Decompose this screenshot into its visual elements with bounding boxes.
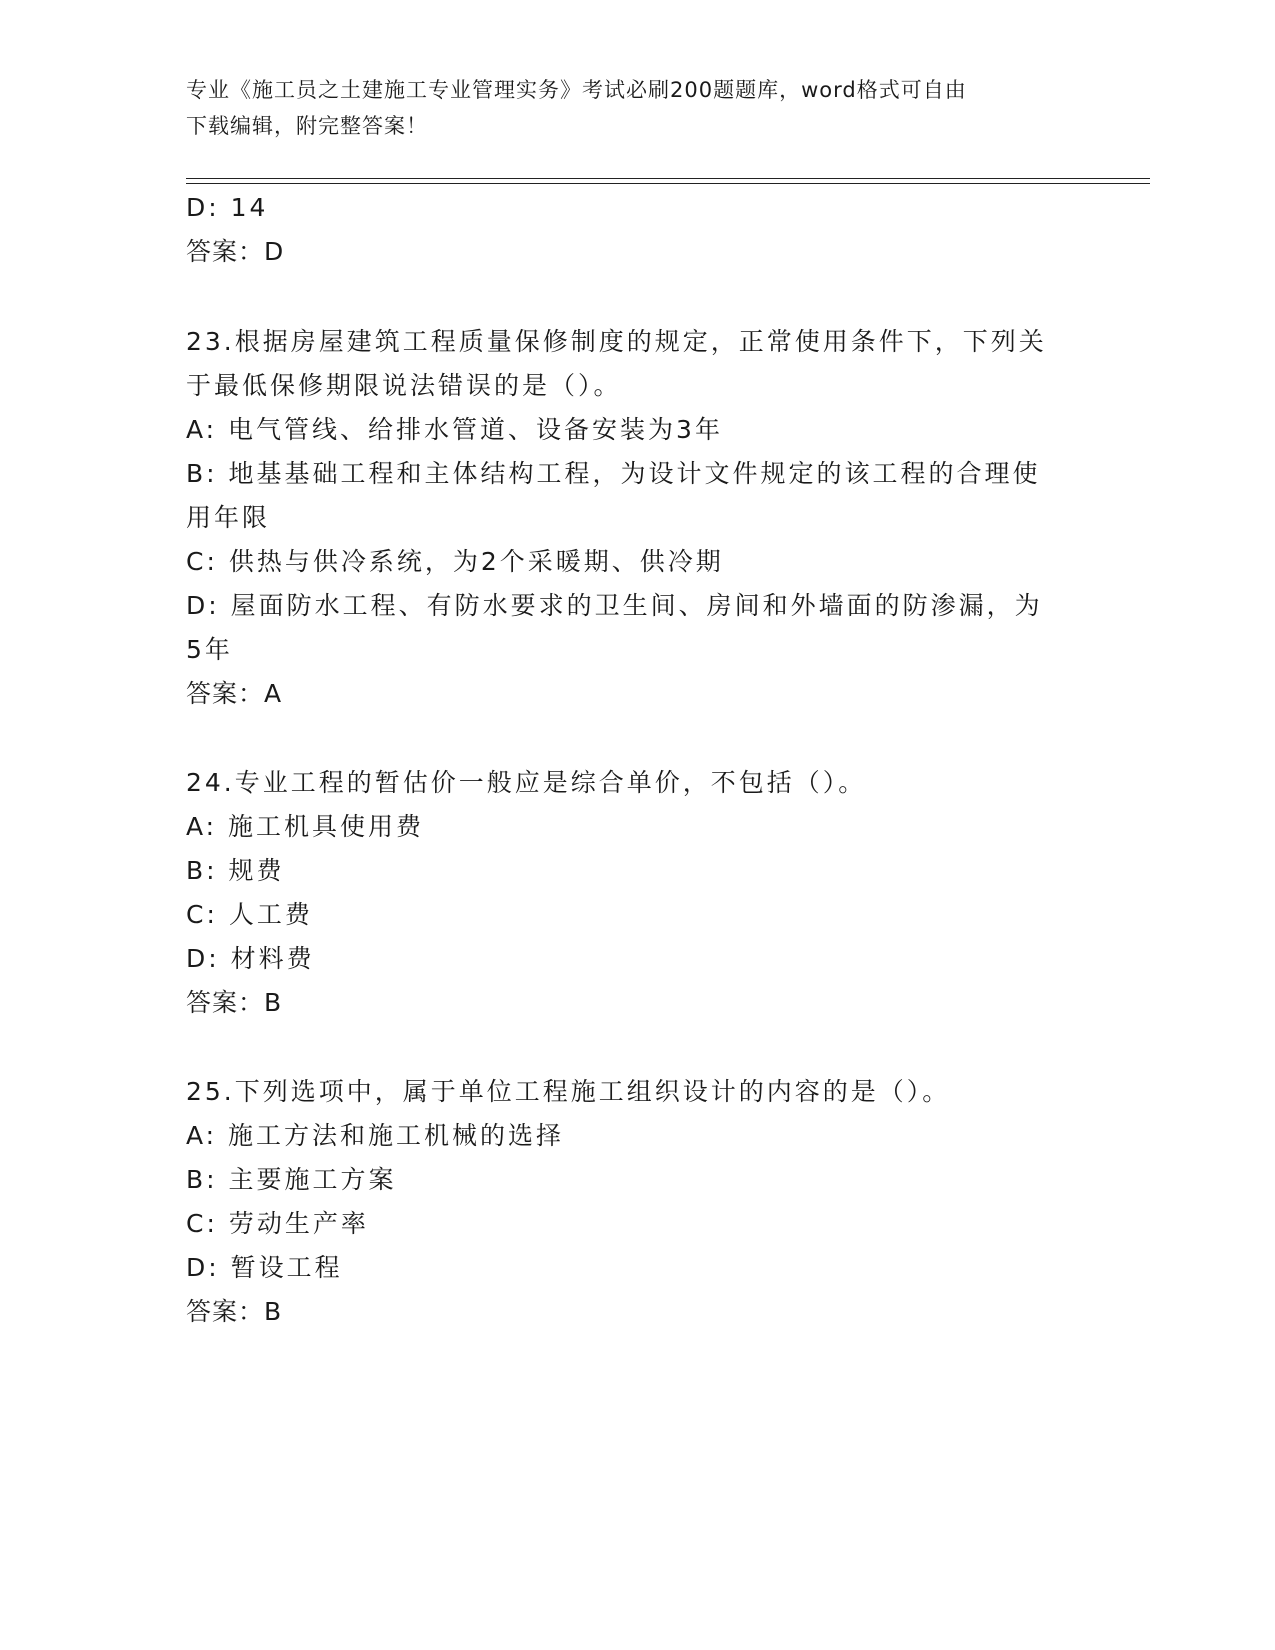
q25-answer: 答案：B [186,1297,283,1326]
q24-option-d: D: 材料费 [186,944,315,973]
q25-option-d: D: 暂设工程 [186,1253,343,1282]
q23-option-d-line2: 5年 [186,635,233,664]
q25-option-a: A: 施工方法和施工机械的选择 [186,1121,565,1150]
q23-option-d-line1: D: 屋面防水工程、有防水要求的卫生间、房间和外墙面的防渗漏，为 [186,591,1043,620]
q23-stem-line1: 23.根据房屋建筑工程质量保修制度的规定，正常使用条件下，下列关 [186,327,1047,356]
q23-stem-line2: 于最低保修期限说法错误的是（）。 [186,371,622,400]
q25-option-b: B: 主要施工方案 [186,1165,397,1194]
q24-option-c: C: 人工费 [186,900,313,929]
q23-option-b-line1: B: 地基基础工程和主体结构工程，为设计文件规定的该工程的合理使 [186,459,1041,488]
q24-stem: 24.专业工程的暂估价一般应是综合单价，不包括（）。 [186,768,867,797]
q24-option-b: B: 规费 [186,856,285,885]
q23-answer: 答案：A [186,679,283,708]
q23-option-c: C: 供热与供冷系统，为2个采暖期、供冷期 [186,547,724,576]
header-rule-double [186,183,1150,184]
q23-option-a: A: 电气管线、给排水管道、设备安装为3年 [186,415,723,444]
prev-answer: 答案：D [186,237,285,266]
q23-option-b-line2: 用年限 [186,503,271,532]
q25-stem: 25.下列选项中，属于单位工程施工组织设计的内容的是（）。 [186,1077,951,1106]
prev-option-d: D: 14 [186,193,269,222]
q24-answer: 答案：B [186,988,283,1017]
page-header: 专业《施工员之土建施工专业管理实务》考试必刷200题题库，word格式可自由 下载编辑，附完整答案！ [186,78,967,138]
header-rule [186,178,1150,179]
q24-option-a: A: 施工机具使用费 [186,812,425,841]
q25-option-c: C: 劳动生产率 [186,1209,369,1238]
